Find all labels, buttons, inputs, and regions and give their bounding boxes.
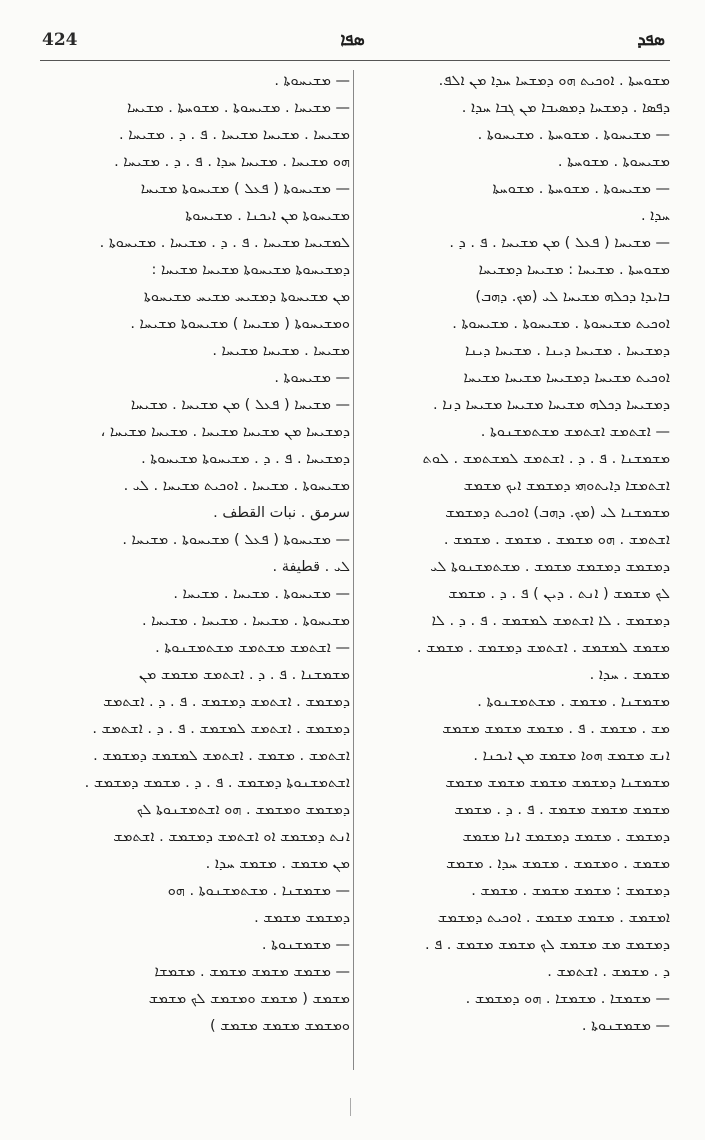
text-line: ܕܡܫܡܫ ܡܫ ܡܫܡܫ ܠܟ ܡܫܡܫ ܡܫܡܫ . ܦ . (425, 937, 670, 953)
column-divider (353, 70, 354, 1070)
text-line: ܕܡܫܡܫ . ܐܫܬܡܫ ܠܡܫܡܫ . ܦ . ܕ . ܐܫܬܡܫ . (92, 721, 350, 737)
text-line: — ܐܫܬܡܫ ܡܫܬܡܫ ܡܫܬܡܫܢܘܬܐ . (155, 640, 350, 656)
text-line: ܡܫܝܚܘܬܐ . ܡܫܝܚܐ . ܐܘܟܝܬ ܡܫܝܚܐ . ܠܝ . (123, 478, 350, 494)
text-line: ܐܘܟܝܬ ܡܫܝܚܐ ܕܡܫܝܚܐ ܡܫܝܚܐ ܡܫܝܚܐ (463, 370, 670, 386)
text-line: ܐܢܫ ܡܫܡܫ ܗܘܐ ܡܫܡܫ ܡܢ ܐܝܟܢܐ . (473, 748, 670, 764)
text-line: — ܡܫܝܚܘܬܐ . ܡܫܝܚܐ . ܡܫܝܚܐ . (173, 586, 350, 602)
header-rule (40, 60, 670, 61)
text-line: ܡܢ ܡܫܡܫ . ܡܫܡܫ ܚܕܐ . (205, 856, 350, 872)
text-line: ܡܫܡܫܢܐ . ܡܫܡܫ . ܡܫܬܡܫܢܘܬܐ . (477, 694, 670, 710)
text-line: ܘܡܫܝܚܘܬܐ ( ܡܫܝܚܐ ) ܡܫܝܚܘܬܐ ܡܫܝܚܐ . (130, 316, 350, 332)
text-line: — ܡܫܝܚܘܬܐ . ܡܫܘܚܬܐ . ܡܫܘܚܬܐ (492, 181, 670, 197)
text-line: ܡܫܝܚܘܬܐ . ܡܫܝܚܐ . ܡܫܝܚܐ . ܡܫܝܚܐ . (141, 613, 350, 629)
text-line: ܚܕܐ . (640, 208, 670, 224)
text-line: ܕܡܫܡܫ . ܠܐ ܐܫܬܡܫ ܠܡܫܡܫ . ܦ . ܕ . ܠܐ (431, 613, 670, 629)
text-line: ܐܫܬܡܫ . ܗܘ ܡܫܡܫ . ܡܫܡܫ . ܡܫܡܫ . (443, 532, 670, 548)
text-line: ܕܡܫܝܚܘܬܐ ܡܫܝܚܘܬܐ ܡܫܝܚܐ ܡܫܝܚܐ : (151, 262, 350, 278)
text-line: سرمق . نبات القطف . (213, 505, 350, 521)
text-line: — ܡܫܡܫܢܐ . ܡܫܬܡܫܢܘܬܐ . ܗܘ (167, 883, 350, 899)
text-line: ܡܫܡܫ ( ܡܫܡܫ ܘܡܫܡܫ ܠܟ ܡܫܡܫ (148, 991, 350, 1007)
text-line: — ܡܫܝܚܐ . ܡܫܝܚܘܬܐ . ܡܫܘܚܬܐ . ܡܫܝܚܐ (127, 100, 350, 116)
center-heading: ܣܦܐ (340, 30, 365, 50)
text-line: ܡܫܝܚܐ . ܡܫܝܚܐ ܡܫܝܚܐ . (212, 343, 350, 359)
text-line: ܐܫܬܡܫܐ ܕܐܝܬܘܗܝ ܕܡܫܡܫ ܐܝܟ ܡܫܡܫ (463, 478, 670, 494)
text-line: ܐܫܬܡܫܢܘܬܐ ܕܡܫܡܫ . ܦ . ܕ . ܡܫܡܫ ܕܡܫܡܫ . (84, 775, 350, 791)
page-number: 424 (42, 30, 78, 50)
text-line: — ܡܫܝܚܘܬܐ ( ܦܥܠ ) ܡܫܝܚܘܬܐ . ܡܫܝܚܐ . (122, 532, 350, 548)
text-line: — ܡܫܡܫܐ . ܡܫܡܫܐ . ܗܘ ܕܡܫܡܫ . (465, 991, 670, 1007)
text-line: — ܡܫܡܫܢܘܬܐ . (261, 937, 350, 953)
text-line: ܐܫܬܡܫ . ܡܫܡܫ . ܐܫܬܡܫ ܠܡܫܡܫ ܕܡܫܡܫ . (93, 748, 350, 764)
text-line: — ܐܫܬܡܫ ܐܫܬܡܫ ܡܫܬܡܫܢܘܬܐ . (480, 424, 670, 440)
text-line: ܡܫܡܫܢܐ ܠܝ (ܡܟ. ܕܗܒ) ܐܘܟܝܬ ܕܡܫܡܫ (445, 505, 670, 521)
text-line: — ܡܫܝܚܘܬܐ . (274, 73, 350, 89)
text-line: — ܡܫܝܚܐ ( ܦܥܠ ) ܡܢ ܡܫܝܚܐ . ܡܫܝܚܐ (130, 397, 350, 413)
text-line: ܗܘ ܡܫܝܚܐ . ܡܫܝܚܐ ܚܕܐ . ܦ . ܕ . ܡܫܝܚܐ . (114, 154, 350, 170)
text-line: ܒܐܝܕܐ ܕܟܠܗ ܡܫܝܚܐ ܠܝ (ܡܟ. ܕܗܒ) (475, 289, 670, 305)
text-line: ܐܡܫܡܫ . ܡܫܡܫ ܡܫܡܫ . ܐܘܟܝܬ ܕܡܫܡܫ (437, 910, 670, 926)
text-line: ܕܡܫܝܚܐ ܡܢ ܡܫܝܚܐ ܡܫܝܚܐ . ܡܫܝܚܐ ܡܫܝܚܐ ، (100, 424, 350, 440)
text-line: ܡܫܡܫܢܐ . ܦ . ܕ . ܐܫܬܡܫ ܡܫܡܫ ܡܢ (138, 667, 350, 683)
text-line: ܡܫܡܫ ܠܡܫܡܫ . ܐܫܬܡܫ ܕܡܫܡܫ . ܡܫܡܫ . (416, 640, 670, 656)
text-line: ܡܫܝܚܘܬܐ . ܡܫܘܚܬܐ . (557, 154, 670, 170)
text-line: ܕܡܫܝܚܐ . ܡܫܝܚܐ ܕܝܢܐ . ܡܫܝܚܐ ܕܝܢܐ (464, 343, 670, 359)
text-line: ܕܡܫܡܫ : ܡܫܡܫ ܡܫܡܫ . ܡܫܡܫ . (471, 883, 670, 899)
text-line: ܕܡܫܡܫ ܕܡܫܡܫ ܡܫܡܫ . ܡܫܬܡܫܢܘܬܐ ܠܝ (430, 559, 670, 575)
text-line: ܡܫܝܚܐ . ܡܫܝܚܐ ܡܫܝܚܐ . ܦ . ܕ . ܡܫܝܚܐ . (119, 127, 350, 143)
text-line: ܐܢܬ ܕܡܫܡܫ ܐܘ ܐܫܬܡܫ ܕܡܫܡܫ . ܐܫܬܡܫ (113, 829, 350, 845)
text-line: — ܡܫܡܫܢܘܬܐ . (581, 1018, 670, 1034)
text-line: ܠܝ . قطيفة . (272, 559, 350, 575)
footer-mark (350, 1098, 351, 1116)
text-line: ܡܫܡܫ ܡܫܡܫ ܡܫܡܫ . ܦ . ܕ . ܡܫܡܫ (454, 802, 670, 818)
text-line: — ܡܫܝܚܘܬܐ . ܡܫܘܚܬܐ . ܡܫܝܚܘܬܐ . (477, 127, 670, 143)
right-heading: ܣܦܕ (637, 30, 665, 50)
text-line: ܡܢ ܡܫܝܚܘܬܐ ܕܡܫܝܚ ܡܫܝܚ ܡܫܝܚܘܬܐ (143, 289, 350, 305)
text-line: ܕܡܫܝܚܐ ܕܟܠܗ ܡܫܝܚܐ ܡܫܝܚܐ ܡܫܝܚܐ ܕܢܐ . (433, 397, 670, 413)
text-line: ܡܫܡܫ . ܚܕܐ . (589, 667, 670, 683)
text-line: ܕ . ܡܫܡܫ . ܐܫܬܡܫ . (547, 964, 670, 980)
text-line: ܠܡܫܝܚܐ ܡܫܝܚܐ . ܦ . ܕ . ܡܫܝܚܐ . ܡܫܝܚܘܬܐ . (99, 235, 350, 251)
text-line: ܡܫܡܫܢܐ . ܦ . ܕ . ܐܫܬܡܫ ܠܡܫܬܡܫ . ܠܘܬ (422, 451, 670, 467)
text-line: — ܡܫܝܚܘܬܐ . (274, 370, 350, 386)
text-line: ܕܡܫܡܫ . ܐܫܬܡܫ ܕܡܫܡܫ . ܦ . ܕ . ܐܫܬܡܫ (103, 694, 350, 710)
text-line: ܐܘܟܝܬ ܡܫܝܚܘܬܐ . ܡܫܝܚܘܬܐ . ܡܫܝܚܘܬܐ . (452, 316, 670, 332)
text-line: ܕܡܫܡܫ ܘܡܫܡܫ . ܗܘ ܐܫܬܡܫܢܘܬܐ ܠܟ (136, 802, 350, 818)
page-header (0, 30, 705, 56)
text-line: ܡܫ . ܡܫܡܫ . ܦ . ܡܫܡܫ ܡܫܡܫ ܡܫܡܫ (442, 721, 670, 737)
text-line: ܡܫܡܫܢܐ ܕܡܫܡܫ ܡܫܡܫ ܡܫܡܫ ܡܫܡܫ (445, 775, 670, 791)
text-line: ܠܟ ܡܫܡܫ ( ܐܢܬ . ܕܝܢ ) ܦ . ܕ . ܡܫܡܫ (448, 586, 670, 602)
right-column (360, 68, 670, 1048)
text-line: ܡܫܘܚܬܐ . ܐܘܟܝܬ ܗܘ ܕܡܫܚܐ ܚܕܐ ܡܢ ܐܠܦ. (438, 73, 670, 89)
text-line: — ܡܫܝܚܐ ( ܦܥܠ ) ܡܢ ܡܫܝܚܐ . ܦ . ܕ . (449, 235, 670, 251)
text-line: ܡܫܘܚܬܐ . ܡܫܝܚܐ : ܡܫܝܚܐ ܕܡܫܝܚܐ (478, 262, 670, 278)
text-line: ܡܫܝܚܘܬܐ ܡܢ ܐܝܟܢܐ . ܡܫܝܚܘܬܐ (185, 208, 350, 224)
text-line: — ܡܫܝܚܘܬܐ ( ܦܥܠ ) ܡܫܝܚܘܬܐ ܡܫܝܚܐ (140, 181, 350, 197)
text-line: ܘܡܫܡܫ ܡܫܡܫ ܡܫܡܫ ) (210, 1018, 350, 1034)
text-line: ܕܦܣܐ . ܕܡܫܚܐ ܕܡܣܝܒܐ ܡܢ ܓܒܐ ܚܕܐ . (461, 100, 670, 116)
text-line: ܕܡܫܡܫ . ܡܫܡܫ ܕܡܫܡܫ ܐܢܐ ܡܫܡܫ (462, 829, 670, 845)
text-line: — ܡܫܡܫ ܡܫܡܫ ܡܫܡܫ . ܡܫܡܫܐ (154, 964, 350, 980)
text-line: ܕܡܫܡܫ ܡܫܡܫ . (254, 910, 350, 926)
text-line: ܡܫܡܫ . ܘܡܫܡܫ . ܡܫܡܫ ܚܕܐ . ܡܫܡܫ (446, 856, 670, 872)
text-line: ܕܡܫܝܚܐ . ܦ . ܕ . ܡܫܝܚܘܬܐ ܡܫܝܚܘܬܐ . (141, 451, 350, 467)
left-column (40, 68, 350, 1048)
